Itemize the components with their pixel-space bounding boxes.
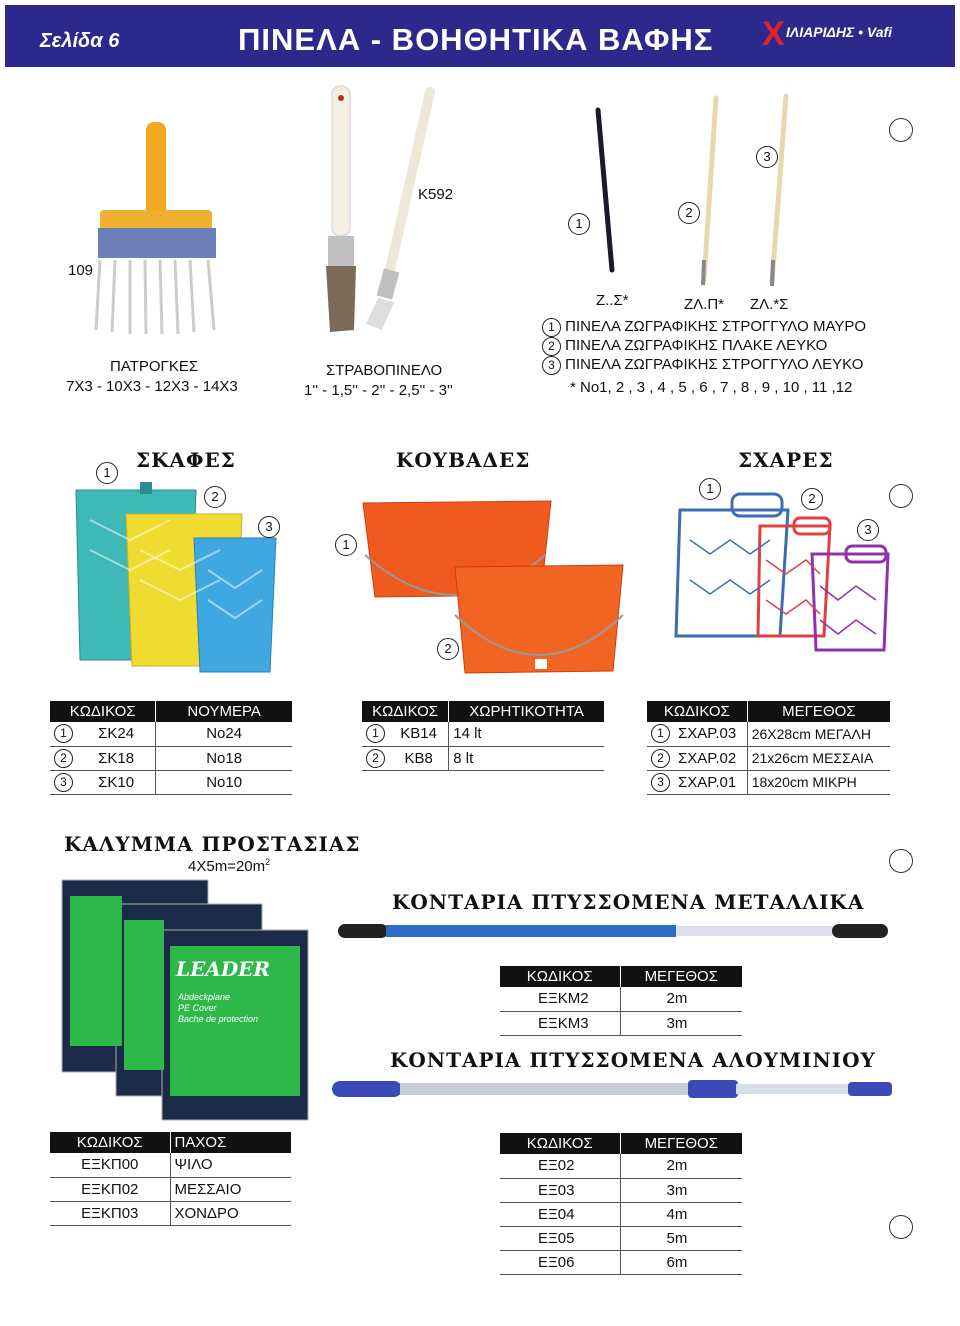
product-sizes-patrogkes: 7X3 - 10X3 - 12X3 - 14X3: [66, 378, 238, 395]
angled-brush-image: [310, 80, 450, 340]
art-short-3: ΖΛ.*Σ: [750, 296, 789, 313]
art-line-2: 2 ΠΙΝΕΛΑ ΖΩΓΡΑΦΙΚΗΣ ΠΛΑΚΕ ΛΕΥΚΟ: [542, 337, 827, 356]
metal-poles-title: ΚΟΝΤΑΡΙΑ ΠΤΥΣΣΟΜΕΝΑ ΜΕΤΑΛΛΙΚΑ: [392, 890, 865, 914]
checkbox-circle-1: [889, 118, 913, 142]
art-line-1: 1 ΠΙΝΕΛΑ ΖΩΓΡΑΦΙΚΗΣ ΣΤΡΟΓΓΥΛΟ ΜΑΥΡΟ: [542, 318, 866, 337]
trays-title: ΣΚΑΦΕΣ: [136, 448, 236, 472]
table-row: 2 KB8 8 lt: [362, 746, 604, 770]
metal-header-code: ΚΩΔΙΚΟΣ: [500, 966, 620, 987]
tray-label-2: 2: [204, 486, 226, 508]
page-number: Σελίδα 6: [40, 30, 120, 52]
grid-label-1: 1: [699, 478, 721, 500]
grid-label-3: 3: [857, 519, 879, 541]
table-row: ΕΞΚΠ03 ΧΟΝΔΡΟ: [50, 1201, 291, 1225]
art-short-1: Ζ..Σ*: [596, 292, 629, 309]
pack-line-2: PE Cover: [178, 1003, 217, 1013]
brand-logo: [760, 16, 920, 54]
trays-table: [50, 701, 292, 795]
table-row: ΕΞ04 4m: [500, 1202, 742, 1226]
art-line-3: 3 ΠΙΝΕΛΑ ΖΩΓΡΑΦΙΚΗΣ ΣΤΡΟΓΓΥΛΟ ΛΕΥΚΟ: [542, 356, 863, 375]
bucket-label-2: 2: [437, 638, 459, 660]
table-row: 3 ΣΧΑΡ.01 18x20cm ΜΙΚΡΗ: [647, 770, 890, 794]
tray-label-1: 1: [96, 462, 118, 484]
buckets-image: [355, 495, 635, 685]
pack-brand: LEADER: [176, 957, 271, 981]
art-numbers: * No1, 2 , 3 , 4 , 5 , 6 , 7 , 8 , 9 , 10 , 11 ,12: [570, 379, 853, 396]
alu-header-size: ΜΕΓΕΘΟΣ: [620, 1133, 742, 1154]
grids-header-size: ΜΕΓΕΘΟΣ: [747, 701, 890, 722]
label-2-circle: 2: [678, 202, 700, 224]
cover-header-code: ΚΩΔΙΚΟΣ: [50, 1132, 170, 1153]
checkbox-circle-3: [889, 849, 913, 873]
alu-header-code: ΚΩΔΙΚΟΣ: [500, 1133, 620, 1154]
product-sizes-stravopinelo: 1'' - 1,5'' - 2'' - 2,5'' - 3'': [304, 382, 453, 399]
aluminium-pole-image: [330, 1076, 896, 1102]
label-1-circle: 1: [568, 213, 590, 235]
table-row: ΕΞ02 2m: [500, 1154, 742, 1178]
cover-header-thickness: ΠΑΧΟΣ: [170, 1132, 291, 1153]
art-short-2: ΖΛ.Π*: [684, 296, 725, 313]
product-name-patrogkes: ΠΑΤΡΟΓΚΕΣ: [110, 358, 199, 375]
logo-x-mark: X: [762, 15, 785, 53]
table-row: 2 ΣΧΑΡ.02 21x26cm ΜΕΣΣΑΙΑ: [647, 746, 890, 770]
table-row: ΕΞΚΜ2 2m: [500, 987, 742, 1011]
page-title: ΠΙΝΕΛΑ - ΒΟΗΘΗΤΙΚΑ ΒΑΦΗΣ: [238, 22, 714, 57]
pack-line-3: Bache de protection: [178, 1014, 259, 1024]
table-row: 2 ΣΚ18 No18: [50, 746, 292, 770]
checkbox-circle-2: [889, 484, 913, 508]
grids-header-code: ΚΩΔΙΚΟΣ: [647, 701, 747, 722]
protection-cover-packs-image: [58, 876, 310, 1124]
logo-text: ΙΛΙΑΡΙΔΗΣ • Vafi: [786, 24, 893, 40]
metal-pole-image: [336, 918, 892, 944]
checkbox-circle-4: [889, 1215, 913, 1239]
trays-header-code: ΚΩΔΙΚΟΣ: [50, 701, 156, 722]
cover-title: ΚΑΛΥΜΜΑ ΠΡΟΣΤΑΣΙΑΣ: [64, 832, 361, 856]
metal-poles-table: [500, 966, 742, 1036]
buckets-table: [362, 701, 604, 771]
alu-poles-table: [500, 1133, 742, 1275]
table-row: ΕΞΚΠ00 ΨΙΛΟ: [50, 1153, 291, 1177]
grids-title: ΣΧΑΡΕΣ: [738, 448, 834, 472]
bucket-label-1: 1: [335, 534, 357, 556]
table-row: ΕΞ06 6m: [500, 1250, 742, 1274]
paint-grids-image: [670, 490, 900, 660]
product-name-stravopinelo: ΣΤΡΑΒΟΠΙΝΕΛΟ: [326, 362, 443, 379]
cover-table: [50, 1132, 291, 1226]
pack-line-1: Abdeckplane: [178, 992, 231, 1002]
table-row: ΕΞ05 5m: [500, 1226, 742, 1250]
metal-header-size: ΜΕΓΕΘΟΣ: [620, 966, 742, 987]
table-row: ΕΞ03 3m: [500, 1178, 742, 1202]
grid-label-2: 2: [801, 488, 823, 510]
product-code-109: 109: [68, 262, 94, 279]
product-code-k592: K592: [418, 186, 454, 203]
table-row: ΕΞΚΠ02 ΜΕΣΣΑΙΟ: [50, 1177, 291, 1201]
table-row: 1 KB14 14 lt: [362, 722, 604, 746]
table-row: 1 ΣΚ24 No24: [50, 722, 292, 746]
grids-table: [647, 701, 890, 795]
trays-header-numbers: ΝΟΥΜΕΡΑ: [156, 701, 292, 722]
label-3-circle: 3: [756, 146, 778, 168]
table-row: ΕΞΚΜ3 3m: [500, 1011, 742, 1035]
buckets-header-code: ΚΩΔΙΚΟΣ: [362, 701, 449, 722]
buckets-header-capacity: ΧΩΡΗΤΙΚΟΤΗΤΑ: [449, 701, 604, 722]
table-row: 1 ΣΧΑΡ.03 26X28cm ΜΕΓΑΛΗ: [647, 722, 890, 746]
art-brushes-image: [580, 90, 810, 290]
wide-brush-image: [60, 110, 260, 360]
tray-label-3: 3: [258, 516, 280, 538]
buckets-title: ΚΟΥΒΑΔΕΣ: [396, 448, 531, 472]
alu-poles-title: ΚΟΝΤΑΡΙΑ ΠΤΥΣΣΟΜΕΝΑ ΑΛΟΥΜΙΝΙΟΥ: [390, 1048, 876, 1072]
table-row: 3 ΣΚ10 No10: [50, 770, 292, 794]
cover-size: $4X5m=20m^2$: [188, 857, 271, 875]
paint-trays-image: [70, 480, 290, 680]
